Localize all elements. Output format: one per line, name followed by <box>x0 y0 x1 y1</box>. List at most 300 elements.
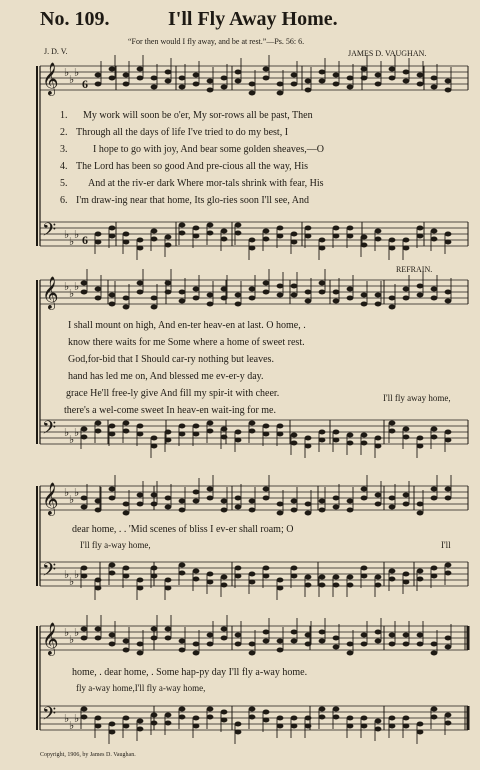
note-head <box>235 79 242 84</box>
note-head <box>151 237 158 242</box>
note-head <box>207 231 214 236</box>
note-head <box>249 287 256 292</box>
note-head <box>109 302 116 307</box>
note-head <box>207 88 214 93</box>
verse-number: 1. <box>60 110 68 121</box>
note-head <box>389 238 396 243</box>
note-head <box>347 296 354 301</box>
note-head <box>95 429 102 434</box>
note-head <box>389 421 396 426</box>
note-head <box>179 508 186 513</box>
note-head <box>193 234 200 239</box>
note-head <box>305 290 312 295</box>
note-head <box>81 290 88 295</box>
note-head <box>361 76 368 81</box>
bass-lyric: I'll <box>441 540 451 550</box>
note-head <box>165 438 172 443</box>
note-head <box>277 648 284 653</box>
note-head <box>249 707 256 712</box>
note-head <box>375 237 382 242</box>
note-head <box>305 575 312 580</box>
note-head <box>137 76 144 81</box>
note-head <box>389 633 396 638</box>
verse-number: 3. <box>60 144 68 155</box>
note-head <box>137 642 144 647</box>
bass-clef-icon: 𝄢 <box>42 704 57 729</box>
note-head <box>319 575 326 580</box>
note-head <box>249 572 256 577</box>
note-head <box>123 429 130 434</box>
note-head <box>179 639 186 644</box>
note-head <box>137 586 144 591</box>
note-head <box>207 223 214 228</box>
note-head <box>179 223 186 228</box>
note-head <box>431 707 438 712</box>
note-head <box>277 724 284 729</box>
verse-line: I hope to go with joy, And bear some golden sheaves,—O <box>93 144 324 155</box>
note-head <box>389 569 396 574</box>
note-head <box>151 566 158 571</box>
note-head <box>361 574 368 579</box>
note-head <box>291 433 298 438</box>
note-head <box>277 91 284 96</box>
note-head <box>109 226 116 231</box>
bass-clef-icon: 𝄢 <box>42 220 57 245</box>
note-head <box>277 502 284 507</box>
verse-line: I'm draw-ing near that home, Its glo-ries soon I'll see, And <box>76 195 309 206</box>
note-head <box>137 493 144 498</box>
note-head <box>375 82 382 87</box>
note-head <box>95 296 102 301</box>
note-head <box>207 715 214 720</box>
note-head <box>431 574 438 579</box>
note-head <box>207 580 214 585</box>
note-head <box>361 642 368 647</box>
lyric-line: grace He'll free-ly give And fill my spir-it with cheer. <box>66 388 280 399</box>
note-head <box>221 237 228 242</box>
note-head <box>431 435 438 440</box>
note-head <box>277 586 284 591</box>
note-head <box>389 67 396 72</box>
note-head <box>193 651 200 656</box>
note-head <box>417 234 424 239</box>
note-head <box>137 578 144 583</box>
note-head <box>319 630 326 635</box>
verse-number: 5. <box>60 178 68 189</box>
note-head <box>291 441 298 446</box>
note-head <box>319 238 326 243</box>
note-head <box>193 226 200 231</box>
note-head <box>123 716 130 721</box>
note-head <box>179 231 186 236</box>
note-head <box>179 299 186 304</box>
note-head <box>431 651 438 656</box>
note-head <box>193 577 200 582</box>
note-head <box>417 444 424 449</box>
note-head <box>179 499 186 504</box>
note-head <box>417 569 424 574</box>
note-head <box>249 580 256 585</box>
note-head <box>221 575 228 580</box>
note-head <box>417 511 424 516</box>
note-head <box>109 76 116 81</box>
note-head <box>291 284 298 289</box>
note-head <box>319 246 326 251</box>
note-head <box>235 505 242 510</box>
note-head <box>347 433 354 438</box>
composer-credit: JAMES D. VAUGHAN. <box>348 49 427 58</box>
note-head <box>305 88 312 93</box>
note-head <box>277 639 284 644</box>
note-head <box>403 502 410 507</box>
note-head <box>403 633 410 638</box>
note-head <box>123 566 130 571</box>
note-head <box>305 511 312 516</box>
note-head <box>81 427 88 432</box>
hymn-title: I'll Fly Away Home. <box>168 8 338 30</box>
bass-lyric: I'll fly away home, <box>383 393 451 403</box>
note-head <box>179 707 186 712</box>
note-head <box>305 79 312 84</box>
note-head <box>277 293 284 298</box>
lyric-line: there's a wel-come sweet In heav-en wait-ing for me. <box>64 405 276 416</box>
note-head <box>179 648 186 653</box>
note-head <box>291 724 298 729</box>
note-head <box>81 281 88 286</box>
note-head <box>137 651 144 656</box>
note-head <box>333 583 340 588</box>
note-head <box>333 290 340 295</box>
note-head <box>333 82 340 87</box>
note-head <box>137 281 144 286</box>
note-head <box>179 563 186 568</box>
note-head <box>417 642 424 647</box>
flat-icon: ♭ <box>64 569 70 581</box>
note-head <box>347 724 354 729</box>
note-head <box>249 91 256 96</box>
note-head <box>333 575 340 580</box>
note-head <box>109 571 116 576</box>
note-head <box>81 505 88 510</box>
note-head <box>207 293 214 298</box>
time-signature: 6 <box>82 233 88 247</box>
note-head <box>109 432 116 437</box>
note-head <box>249 499 256 504</box>
verse-number: 6. <box>60 195 68 206</box>
flat-icon: ♭ <box>64 281 70 293</box>
note-head <box>151 229 158 234</box>
note-head <box>347 85 354 90</box>
bass-clef-icon: 𝄢 <box>42 560 57 585</box>
note-head <box>333 234 340 239</box>
note-head <box>165 70 172 75</box>
note-head <box>235 293 242 298</box>
note-head <box>165 627 172 632</box>
note-head <box>431 715 438 720</box>
note-head <box>263 710 270 715</box>
note-head <box>403 724 410 729</box>
note-head <box>403 716 410 721</box>
note-head <box>291 566 298 571</box>
flat-icon: ♭ <box>74 427 80 439</box>
refrain-label: REFRAIN. <box>396 265 433 274</box>
treble-clef-icon: 𝄞 <box>42 622 59 655</box>
note-head <box>95 586 102 591</box>
note-head <box>403 580 410 585</box>
lyric-line: know there waits for me Some where a home of sweet rest. <box>68 337 305 348</box>
note-head <box>347 651 354 656</box>
note-head <box>109 67 116 72</box>
flat-icon: ♭ <box>69 288 75 300</box>
lyric-line: hand has led me on, And blessed me ev-er-y day. <box>68 371 264 382</box>
note-head <box>137 719 144 724</box>
note-head <box>305 444 312 449</box>
note-head <box>361 496 368 501</box>
note-head <box>165 713 172 718</box>
note-head <box>305 436 312 441</box>
flat-icon: ♭ <box>69 74 75 86</box>
note-head <box>235 302 242 307</box>
note-head <box>431 85 438 90</box>
note-head <box>263 424 270 429</box>
note-head <box>305 502 312 507</box>
note-head <box>319 583 326 588</box>
note-head <box>375 727 382 732</box>
note-head <box>263 496 270 501</box>
note-head <box>221 287 228 292</box>
note-head <box>95 287 102 292</box>
note-head <box>95 499 102 504</box>
note-head <box>347 575 354 580</box>
note-head <box>95 724 102 729</box>
flat-icon: ♭ <box>64 67 70 79</box>
hymn-number: No. 109. <box>40 8 110 30</box>
note-head <box>123 82 130 87</box>
note-head <box>263 290 270 295</box>
note-head <box>361 566 368 571</box>
note-head <box>123 73 130 78</box>
note-head <box>123 305 130 310</box>
note-head <box>361 724 368 729</box>
note-head <box>165 430 172 435</box>
note-head <box>431 642 438 647</box>
note-head <box>235 633 242 638</box>
note-head <box>193 499 200 504</box>
note-head <box>165 586 172 591</box>
note-head <box>123 511 130 516</box>
note-head <box>417 82 424 87</box>
note-head <box>221 229 228 234</box>
flat-icon: ♭ <box>74 569 80 581</box>
note-head <box>235 438 242 443</box>
note-head <box>193 642 200 647</box>
treble-clef-icon: 𝄞 <box>42 62 59 95</box>
note-head <box>81 715 88 720</box>
note-head <box>361 633 368 638</box>
note-head <box>291 293 298 298</box>
note-head <box>347 499 354 504</box>
note-head <box>445 563 452 568</box>
note-head <box>417 722 424 727</box>
verse-number: 4. <box>60 161 68 172</box>
note-head <box>277 234 284 239</box>
note-head <box>263 281 270 286</box>
note-head <box>81 574 88 579</box>
note-head <box>375 502 382 507</box>
note-head <box>249 715 256 720</box>
note-head <box>151 636 158 641</box>
note-head <box>431 427 438 432</box>
note-head <box>109 487 116 492</box>
note-head <box>221 508 228 513</box>
note-head <box>151 721 158 726</box>
note-head <box>361 243 368 248</box>
note-head <box>221 499 228 504</box>
note-head <box>375 73 382 78</box>
note-head <box>431 287 438 292</box>
note-head <box>403 287 410 292</box>
note-head <box>109 496 116 501</box>
note-head <box>445 713 452 718</box>
note-head <box>151 305 158 310</box>
note-head <box>403 296 410 301</box>
note-head <box>347 234 354 239</box>
note-head <box>347 226 354 231</box>
flat-icon: ♭ <box>74 487 80 499</box>
note-head <box>221 627 228 632</box>
note-head <box>361 487 368 492</box>
note-head <box>263 67 270 72</box>
note-head <box>417 284 424 289</box>
note-head <box>123 296 130 301</box>
note-head <box>221 76 228 81</box>
note-head <box>249 508 256 513</box>
note-head <box>445 232 452 237</box>
note-head <box>291 508 298 513</box>
note-head <box>249 238 256 243</box>
note-head <box>95 73 102 78</box>
note-head <box>389 505 396 510</box>
verse-line: My work will soon be o'er, My sor-rows all be past, Then <box>83 110 313 121</box>
treble-clef-icon: 𝄞 <box>42 482 59 515</box>
note-head <box>151 85 158 90</box>
note-head <box>333 226 340 231</box>
flat-icon: ♭ <box>69 720 75 732</box>
note-head <box>389 577 396 582</box>
note-head <box>431 487 438 492</box>
time-signature: 6 <box>82 77 88 91</box>
note-head <box>193 296 200 301</box>
note-head <box>263 487 270 492</box>
verse-line: The Lord has been so good And pre-cious all the way, His <box>76 161 309 172</box>
note-head <box>389 305 396 310</box>
note-head <box>263 718 270 723</box>
note-head <box>179 85 186 90</box>
note-head <box>277 511 284 516</box>
verse-number: 2. <box>60 127 68 138</box>
note-head <box>389 429 396 434</box>
note-head <box>95 716 102 721</box>
note-head <box>361 441 368 446</box>
note-head <box>193 287 200 292</box>
note-head <box>151 76 158 81</box>
note-head <box>95 421 102 426</box>
note-head <box>403 642 410 647</box>
note-head <box>249 421 256 426</box>
note-head <box>81 627 88 632</box>
note-head <box>81 496 88 501</box>
flat-icon: ♭ <box>64 627 70 639</box>
note-head <box>361 293 368 298</box>
note-head <box>263 237 270 242</box>
flat-icon: ♭ <box>74 713 80 725</box>
flat-icon: ♭ <box>69 236 75 248</box>
note-head <box>319 508 326 513</box>
note-head <box>403 70 410 75</box>
note-head <box>389 642 396 647</box>
note-head <box>431 296 438 301</box>
note-head <box>333 636 340 641</box>
note-head <box>375 302 382 307</box>
note-head <box>165 281 172 286</box>
note-head <box>375 630 382 635</box>
note-head <box>431 229 438 234</box>
note-head <box>431 76 438 81</box>
note-head <box>137 238 144 243</box>
note-head <box>347 441 354 446</box>
note-head <box>417 73 424 78</box>
note-head <box>193 432 200 437</box>
note-head <box>221 85 228 90</box>
note-head <box>207 487 214 492</box>
copyright-notice: Copyright, 1906, by James D. Vaughan. <box>40 752 136 758</box>
flat-icon: ♭ <box>64 427 70 439</box>
note-head <box>347 583 354 588</box>
note-head <box>347 508 354 513</box>
note-head <box>375 444 382 449</box>
note-head <box>319 715 326 720</box>
note-head <box>151 436 158 441</box>
note-head <box>193 724 200 729</box>
note-head <box>179 571 186 576</box>
note-head <box>333 715 340 720</box>
note-head <box>389 246 396 251</box>
note-head <box>431 237 438 242</box>
note-head <box>445 240 452 245</box>
note-head <box>179 715 186 720</box>
note-head <box>263 566 270 571</box>
note-head <box>333 299 340 304</box>
note-head <box>179 76 186 81</box>
note-head <box>291 630 298 635</box>
note-head <box>277 424 284 429</box>
note-head <box>221 718 228 723</box>
note-head <box>375 436 382 441</box>
note-head <box>305 633 312 638</box>
note-head <box>417 436 424 441</box>
note-head <box>361 302 368 307</box>
note-head <box>375 293 382 298</box>
note-head <box>235 574 242 579</box>
note-head <box>445 645 452 650</box>
note-head <box>319 430 326 435</box>
note-head <box>291 574 298 579</box>
flat-icon: ♭ <box>69 494 75 506</box>
note-head <box>417 633 424 638</box>
verse-line: Through all the days of life I've tried to do my best, I <box>76 127 289 138</box>
flat-icon: ♭ <box>69 434 75 446</box>
note-head <box>179 432 186 437</box>
